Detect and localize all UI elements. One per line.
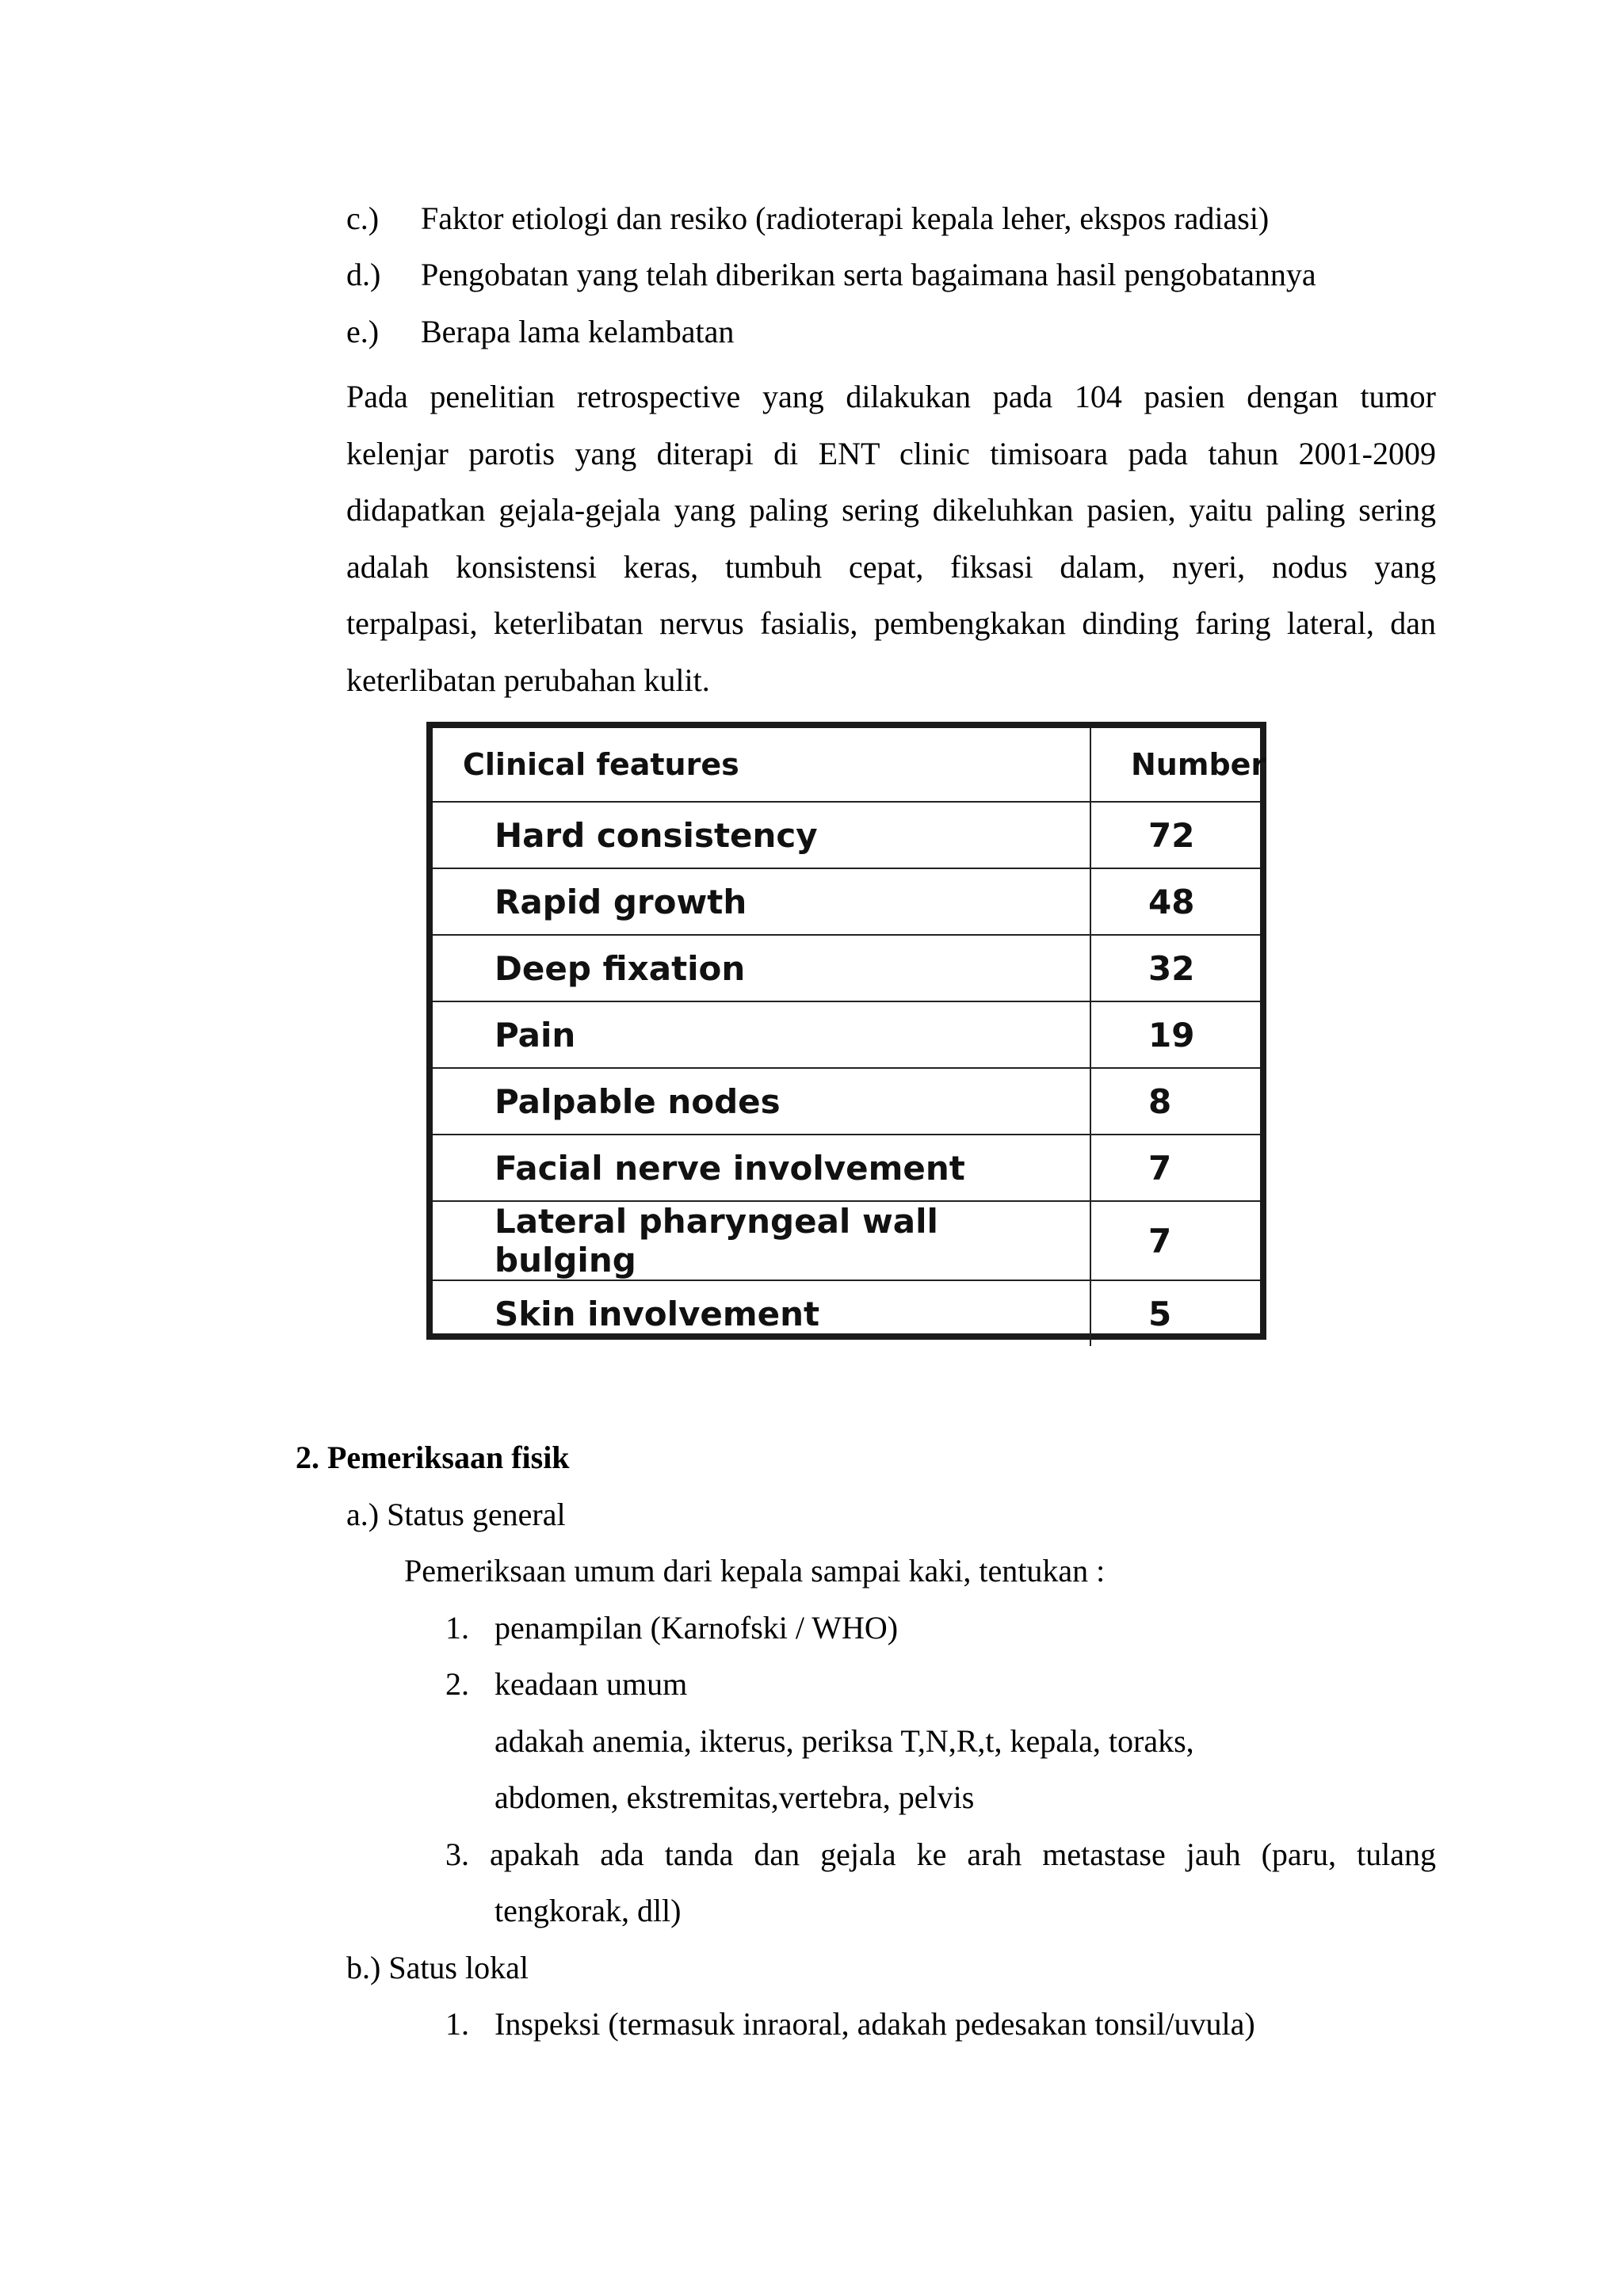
- feature-cell: Rapid growth: [433, 868, 1090, 935]
- paragraph-line: terpalpasi, keterlibatan nervus fasialis, pembengkakan dinding faring lateral, dan: [346, 605, 1436, 641]
- table-row: [433, 1135, 1260, 1201]
- number-cell: 48: [1090, 868, 1260, 935]
- subsection-intro: Pemeriksaan umum dari kepala sampai kaki, tentukan :: [404, 1553, 1106, 1589]
- list-text: Inspeksi (termasuk inraoral, adakah pedesakan tonsil/uvula): [495, 2006, 1255, 2042]
- body-paragraph: [346, 368, 1436, 708]
- paragraph-line: kelenjar parotis yang diterapi di ENT clinic timisoara pada tahun 2001-2009: [346, 435, 1436, 471]
- table-row: [433, 802, 1260, 868]
- list-text: Berapa lama kelambatan: [421, 314, 735, 349]
- feature-cell: Pain: [433, 1001, 1090, 1068]
- list-text: penampilan (Karnofski / WHO): [495, 1610, 899, 1646]
- table-row: [433, 1201, 1260, 1280]
- list-marker: 1.: [445, 2006, 469, 2042]
- column-header-number: Number: [1090, 728, 1260, 802]
- feature-cell: Skin involvement: [433, 1280, 1090, 1346]
- feature-cell: Lateral pharyngeal wall bulging: [433, 1201, 1090, 1280]
- number-cell: 19: [1090, 1001, 1260, 1068]
- column-header-feature: Clinical features: [433, 728, 1090, 802]
- table: [433, 728, 1266, 1346]
- feature-cell: Hard consistency: [433, 802, 1090, 868]
- list-text: Pengobatan yang telah diberikan serta bagaimana hasil pengobatannya: [421, 257, 1316, 292]
- number-cell: 7: [1090, 1135, 1260, 1201]
- feature-cell: Deep fixation: [433, 935, 1090, 1001]
- list-marker: 2.: [445, 1666, 469, 1702]
- table-row: [433, 1068, 1260, 1135]
- number-cell: 7: [1090, 1201, 1260, 1280]
- table-row: [433, 935, 1260, 1001]
- clinical-features-table: [426, 722, 1266, 1340]
- list-item-metastase: 3. apakah ada tanda dan gejala ke arah metastase jauh (paru, tulang: [445, 1836, 1436, 1872]
- feature-cell: Facial nerve involvement: [433, 1135, 1090, 1201]
- list-subtext: abdomen, ekstremitas,vertebra, pelvis: [495, 1779, 975, 1815]
- paragraph-line: didapatkan gejala-gejala yang paling sering dikeluhkan pasien, yaitu paling sering: [346, 492, 1436, 528]
- number-cell: 5: [1090, 1280, 1260, 1346]
- list-marker: c.): [346, 200, 380, 236]
- paragraph-line: keterlibatan perubahan kulit.: [346, 662, 710, 698]
- list-marker: e.): [346, 314, 380, 349]
- number-cell: 72: [1090, 802, 1260, 868]
- list-marker: d.): [346, 257, 381, 292]
- list-subtext: adakah anemia, ikterus, periksa T,N,R,t, kepala, toraks,: [495, 1723, 1194, 1759]
- subsection-label-status-general: a.) Status general: [346, 1497, 566, 1532]
- list-text: keadaan umum: [495, 1666, 688, 1702]
- list-subtext: tengkorak, dll): [495, 1893, 682, 1928]
- subsection-label-status-lokal: b.) Satus lokal: [346, 1950, 529, 1985]
- number-cell: 8: [1090, 1068, 1260, 1135]
- paragraph-line: adalah konsistensi keras, tumbuh cepat, fiksasi dalam, nyeri, nodus yang: [346, 548, 1436, 585]
- table-header-row: [433, 728, 1260, 802]
- section-heading: 2. Pemeriksaan fisik: [296, 1440, 570, 1475]
- number-cell: 32: [1090, 935, 1260, 1001]
- table-row: [433, 1280, 1260, 1346]
- table-row: [433, 1001, 1260, 1068]
- paragraph-line: Pada penelitian retrospective yang dilakukan pada 104 pasien dengan tumor: [346, 379, 1436, 414]
- feature-cell: Palpable nodes: [433, 1068, 1090, 1135]
- list-text: Faktor etiologi dan resiko (radioterapi kepala leher, ekspos radiasi): [421, 200, 1270, 236]
- list-marker: 1.: [445, 1610, 469, 1646]
- table-row: [433, 868, 1260, 935]
